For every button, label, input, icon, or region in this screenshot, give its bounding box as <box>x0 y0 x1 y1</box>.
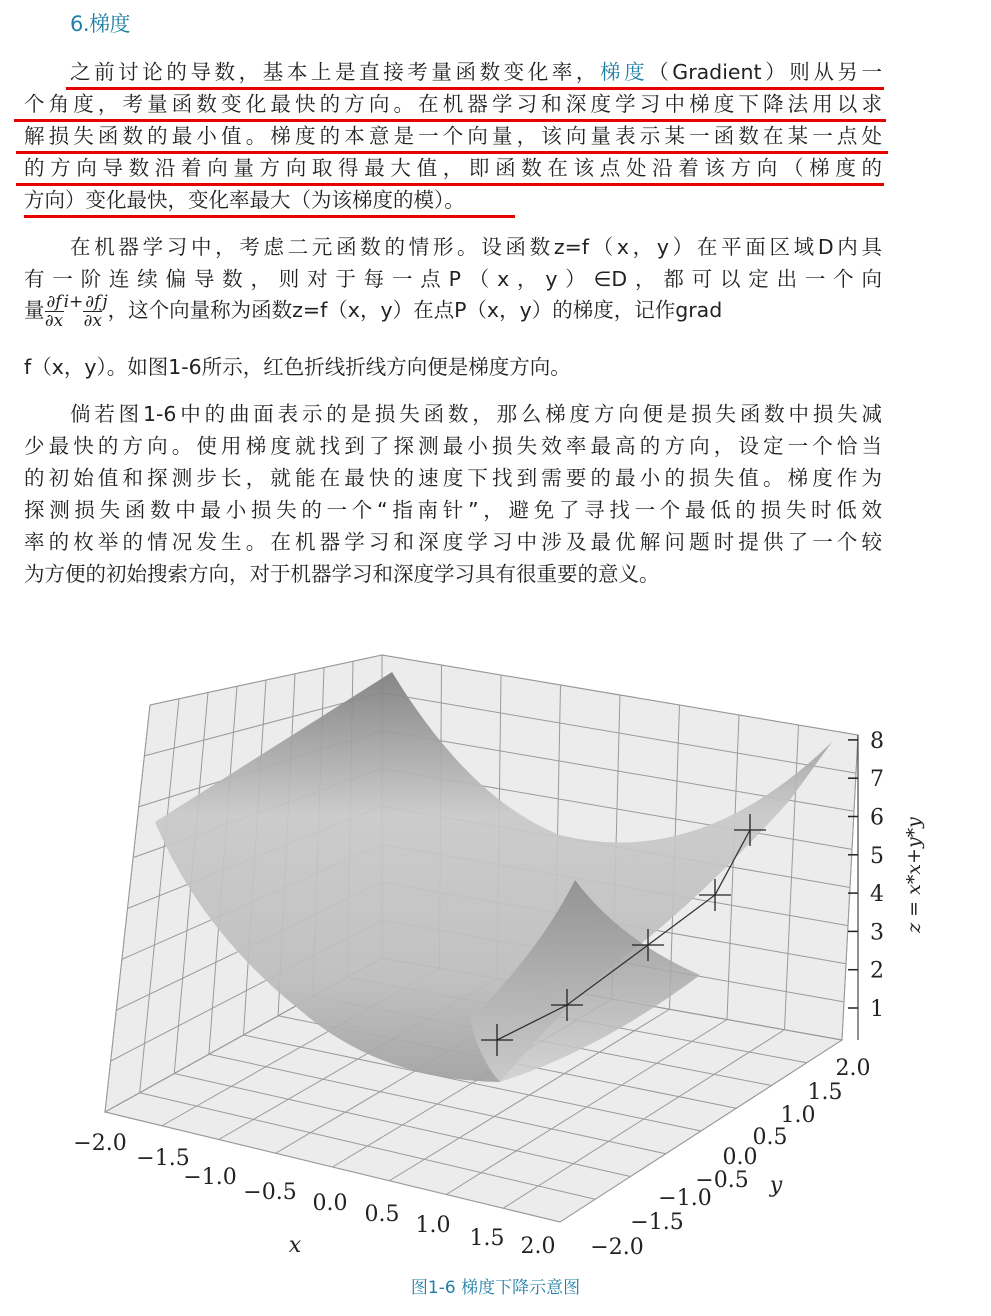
text: 之前讨论的导数，基本上是直接考量函数变化率， <box>70 60 601 84</box>
numerator: ∂f <box>46 291 62 312</box>
para1-line1 <box>70 57 882 87</box>
partial-fraction <box>45 293 64 330</box>
para3-line: 率的枚举的情况发生。在机器学习和深度学习中涉及最优解问题时提供了一个较 <box>24 530 882 554</box>
para3-line: 倘若图1-6中的曲面表示的是损失函数，那么梯度方向便是损失函数中损失减 <box>70 402 882 426</box>
y-tick-label: −2.0 <box>590 1235 644 1260</box>
denominator: ∂x <box>83 310 103 331</box>
z-tick-label: 3 <box>870 920 884 946</box>
x-tick-label: 1.0 <box>415 1213 451 1238</box>
unit-j: j <box>102 292 108 312</box>
para2-line1: 在机器学习中，考虑二元函数的情形。设函数z=f（x，y）在平面区域D内具 <box>70 235 882 259</box>
y-axis-label: y <box>769 1173 783 1198</box>
x-tick-label: −1.0 <box>183 1165 237 1190</box>
x-tick-label: −2.0 <box>73 1131 127 1156</box>
x-tick-label: 2.0 <box>520 1234 556 1259</box>
plus: + <box>69 292 84 312</box>
unit-i: i <box>63 292 70 312</box>
gradient-descent-3d-plot <box>0 620 991 1270</box>
x-axis-label: x <box>288 1233 302 1258</box>
denominator: ∂x <box>44 310 64 331</box>
z-tick-label: 8 <box>870 728 884 754</box>
y-tick-label: −1.5 <box>630 1210 684 1235</box>
gradient-link[interactable]: 梯度 <box>600 60 649 84</box>
x-tick-label: 0.0 <box>312 1191 348 1216</box>
para1-line5: 方向）变化最快，变化率最大（为该梯度的模）。 <box>24 188 465 212</box>
z-tick-label: 6 <box>870 805 884 831</box>
y-tick-label: 2.0 <box>835 1056 871 1081</box>
text: 量 <box>24 298 45 322</box>
x-tick-label: 0.5 <box>364 1202 400 1227</box>
figure-caption: 图1-6 梯度下降示意图 <box>410 1278 581 1298</box>
para3-line: 的初始值和探测步长，就能在最快的速度下找到需要的最小的损失值。梯度作为 <box>24 466 882 490</box>
section-heading: 6.梯度 <box>70 12 131 36</box>
z-axis-label: z = x*x+y*y <box>903 817 925 933</box>
para1-line2: 个角度，考量函数变化最快的方向。在机器学习和深度学习中梯度下降法用以求 <box>24 92 882 116</box>
z-tick-label: 4 <box>870 882 884 908</box>
gradient-formula-line <box>24 292 722 352</box>
para2-line4: f（x，y）。如图1-6所示，红色折线折线方向便是梯度方向。 <box>24 355 571 379</box>
y-tick-label: 0.0 <box>722 1145 758 1170</box>
z-tick-label: 5 <box>870 843 884 869</box>
x-tick-label: −0.5 <box>243 1180 297 1205</box>
y-tick-label: −0.5 <box>695 1168 749 1193</box>
para2-line2: 有一阶连续偏导数，则对于每一点P（x，y）∈D，都可以定出一个向 <box>24 267 882 291</box>
para3-line: 探测损失函数中最小损失的一个“指南针”，避免了寻找一个最低的损失时低效 <box>24 498 882 522</box>
z-tick-label: 2 <box>870 958 884 984</box>
para3-line: 为方便的初始搜索方向，对于机器学习和深度学习具有很重要的意义。 <box>24 562 660 586</box>
text: （Gradient）则从另一 <box>648 60 882 84</box>
para1-line4: 的方向导数沿着向量方向取得最大值，即函数在该点处沿着该方向（梯度的 <box>24 156 882 180</box>
y-tick-label: 1.0 <box>780 1103 816 1128</box>
z-tick-label: 7 <box>870 767 884 793</box>
y-tick-label: 0.5 <box>752 1125 788 1150</box>
z-tick-label: 1 <box>870 997 884 1022</box>
y-tick-label: 1.5 <box>807 1080 843 1105</box>
x-tick-label: 1.5 <box>469 1226 505 1251</box>
y-tick-label: −1.0 <box>658 1186 712 1211</box>
x-tick-label: −1.5 <box>136 1146 190 1171</box>
partial-fraction <box>83 293 102 330</box>
numerator: ∂f <box>85 291 101 312</box>
para1-line3: 解损失函数的最小值。梯度的本意是一个向量，该向量表示某一函数在某一点处 <box>24 124 882 148</box>
red-underline <box>24 215 515 218</box>
text: ，这个向量称为函数z=f（x，y）在点P（x，y）的梯度，记作grad <box>107 298 723 322</box>
para3-line: 少最快的方向。使用梯度就找到了探测最小损失效率最高的方向，设定一个恰当 <box>24 434 882 458</box>
